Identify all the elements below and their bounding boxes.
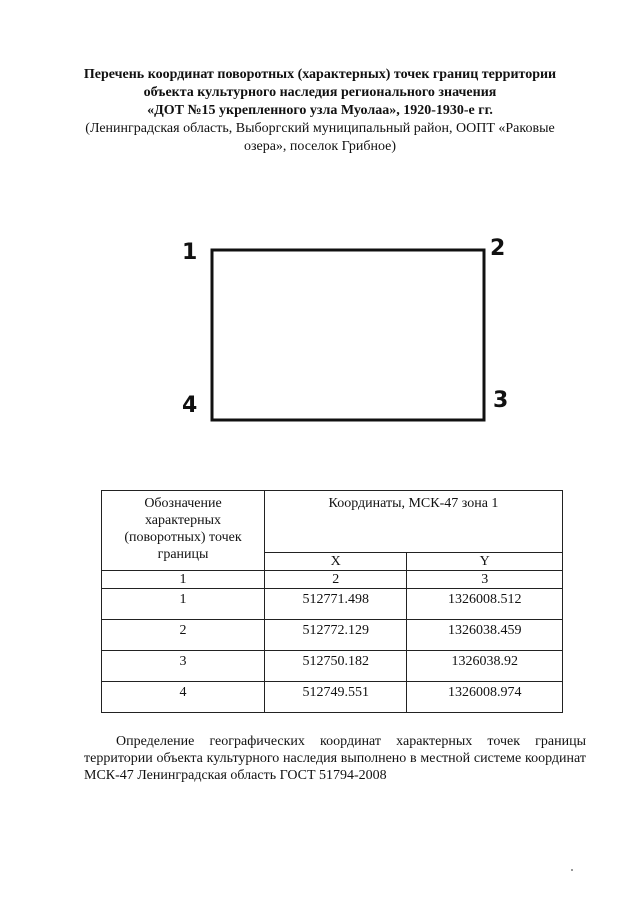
boundary-rectangle [212, 250, 484, 420]
table-row [102, 620, 563, 651]
subtitle-line-1: (Ленинградская область, Выборгский муниципальный район, ООПТ «Раковые [85, 121, 555, 136]
row-x: 512749.551 [265, 682, 407, 713]
row-point: 4 [102, 682, 265, 713]
column-number: 3 [407, 571, 563, 589]
table-row [102, 682, 563, 713]
header-coordinates: Координаты, МСК-47 зона 1 [265, 491, 563, 553]
point-label-2: 2 [490, 236, 506, 261]
table-row [102, 651, 563, 682]
boundary-rectangle-svg [150, 220, 530, 440]
header-x: X [265, 553, 407, 571]
row-point: 1 [102, 589, 265, 620]
column-number-row [102, 571, 563, 589]
boundary-diagram [150, 220, 530, 440]
column-number: 2 [265, 571, 407, 589]
title-line-1: Перечень координат поворотных (характерных) точек границ территории [83, 67, 557, 82]
table-row [102, 589, 563, 620]
point-label-1: 1 [182, 240, 198, 265]
point-label-4: 4 [182, 393, 198, 418]
title-line-3: «ДОТ №15 укрепленного узла Муолаа», 1920-1930-е гг. [147, 103, 493, 118]
row-y: 1326008.974 [407, 682, 563, 713]
footer-text: Определение географических координат характерных точек границы территории объекта культурного наследия выполнено в местной системе координат МСК-47 Ленинградская область ГОСТ 51794-2008 [84, 734, 586, 783]
row-point: 2 [102, 620, 265, 651]
header-designation: Обозначение характерных (поворотных) точек границы [102, 491, 265, 571]
coordinates-table [101, 490, 563, 713]
header-y: Y [407, 553, 563, 571]
row-x: 512771.498 [265, 589, 407, 620]
row-x: 512772.129 [265, 620, 407, 651]
row-y: 1326038.92 [407, 651, 563, 682]
subtitle-line-2: озера», поселок Грибное) [243, 139, 397, 154]
column-number: 1 [102, 571, 265, 589]
scan-speck [571, 869, 573, 871]
point-label-3: 3 [493, 388, 509, 413]
footer-paragraph [84, 733, 586, 784]
row-x: 512750.182 [265, 651, 407, 682]
table-header-row [102, 491, 563, 553]
document-header [60, 66, 580, 156]
row-y: 1326008.512 [407, 589, 563, 620]
footer-indent [84, 734, 116, 749]
row-y: 1326038.459 [407, 620, 563, 651]
row-point: 3 [102, 651, 265, 682]
title-line-2: объекта культурного наследия регионального значения [143, 85, 497, 100]
